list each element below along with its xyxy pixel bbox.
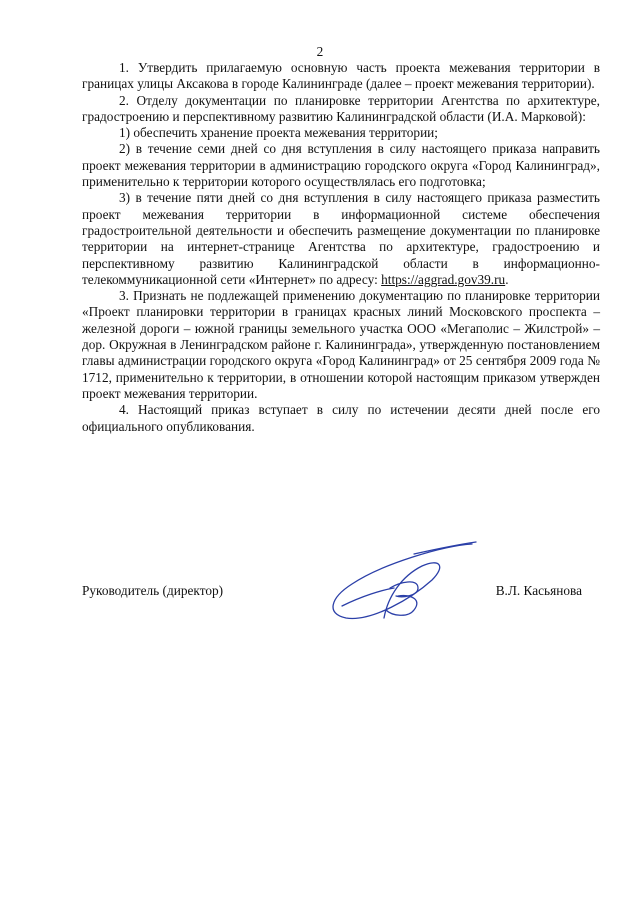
- paragraph-2-item-1: 1) обеспечить хранение проекта межевания территории;: [119, 125, 438, 141]
- paragraph-2-item-3: [82, 190, 600, 288]
- signatory-name: В.Л. Касьянова: [495, 583, 582, 598]
- paragraph-2-item-3-text: 3) в течение пяти дней со дня вступления в силу настоящего приказа разместить проект межевания территории в информационной системе обеспечения градостроительной деятельности и обеспечить размещение документации по планировке территории на интернет-странице Агентства по архитектуре, градостроению и перспективному развитию Калининградской области в информационно-телекоммуникационной сети «Интернет» по адресу:: [82, 190, 600, 287]
- paragraph-2-item-3-end: .: [505, 271, 509, 287]
- agency-website-link[interactable]: https://aggrad.gov39.ru: [381, 271, 506, 287]
- paragraph-2: 2. Отделу документации по планировке территории Агентства по архитектуре, градостроению и перспективному развитию Калининградской области (И.А. Марковой):: [82, 92, 600, 124]
- signatory-position: Руководитель (директор): [82, 583, 224, 598]
- paragraph-4: 4. Настоящий приказ вступает в силу по истечении десяти дней после его официального опубликования.: [82, 402, 600, 434]
- page-number: 2: [316, 44, 324, 59]
- paragraph-2-item-2: 2) в течение семи дней со дня вступления в силу настоящего приказа направить проект межевания территории в администрацию городского округа «Город Калининград», применительно к территории которого осуществлялась его подготовка;: [82, 141, 600, 190]
- document-body: [82, 60, 600, 435]
- paragraph-1: 1. Утвердить прилагаемую основную часть проекта межевания территории в границах улицы Аксакова в городе Калининграде (далее – проект межевания территории).: [82, 60, 600, 92]
- handwritten-signature: [322, 536, 480, 628]
- signature-block: [82, 583, 582, 603]
- paragraph-3: 3. Признать не подлежащей применению документацию по планировке территории «Проект планировки территории в границах красных линий Московского проспекта – железной дороги – южной границы земельного участка ООО «Мегаполис – Жилстрой» – дор. Окружная в Ленинградском районе г. Калининграда», утвержденную постановлением главы администрации городского округа «Город Калининград» от 25 сентября 2009 года № 1712, применительно к территории, в отношении которой настоящим приказом утвержден проект межевания территории.: [82, 288, 600, 401]
